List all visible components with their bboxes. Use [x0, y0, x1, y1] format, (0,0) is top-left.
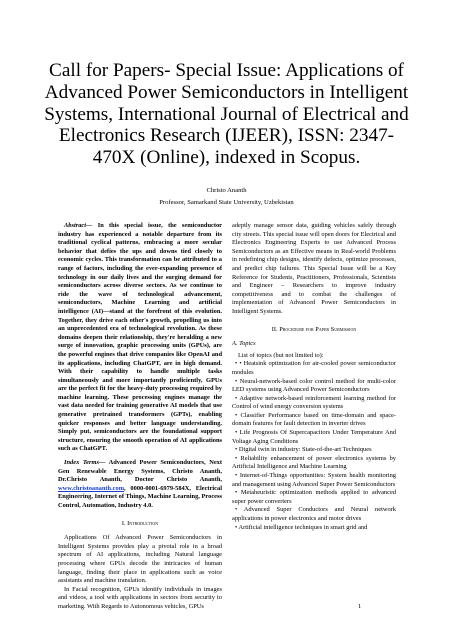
- section-number: I.: [121, 519, 128, 527]
- topic-item: • Internet-of-Things opportunities: System health monitoring and management using Advanced Super Power Semiconductors: [232, 472, 396, 488]
- topic-item: • Life Prognosis Of Supercapacitors Under Temperature And Voltage Aging Conditions: [232, 429, 396, 445]
- topic-item: • Classifier Performance based on time-domain and space-domain features for fault detection in inverter drives: [232, 411, 396, 428]
- abstract-text: In this special issue, the semiconductor industry has experienced a notable departure from its traditional cyclical patterns, embracing a more secular behavior that defies the ups and downs tied closely to economic cycles. This transformation can be attributed to a range of factors, including the ever-expanding presence of technology in our daily lives and the surging demand for semiconductors across diverse sectors. As we continue to ride the wave of technological advancement, semiconductors, Machine Learning and artificial intelligence (AI)—stand at the forefront of this evolution. Together, they drive each other's growth, propelling us into an unprecedented era of technological revolution. As these domains deepen their relationship, they're heralding a new surge of innovation, graphic processing units (GPUs), are the powerful engines that drive companies like OpenAI and its applications, including ChatGPT, are in high demand. With their capability to handle multiple tasks simultaneously and more importantly proficiently, GPUs are the perfect fit for the heavy-duty processing required by machine learning. These processing engines manage the vast data needed for training generative AI models that use generative pretrained transformers (GPTs), enabling quicker responses and better language understanding. Simply put, semiconductors are the foundational support structure, ensuring the smooth operation of AI applications such as ChatGPT.: [58, 222, 222, 453]
- intro-paragraph-1: Applications Of Advanced Power Semiconductors in Intelligent Systems provides play a pivotal role in a broad spectrum of AI applications, including Natural language processing where GPUs decode the intricacies of human language, finding their place in applications such as voice assistants and machine translation.: [58, 534, 222, 585]
- left-column: [58, 222, 222, 612]
- topic-item: • Artificial intelligence techniques in smart grid and: [235, 523, 368, 531]
- index-terms-text-1: — Advanced Power Semiconductors, Next Gen Renewable Energy Systems, Christo Ananth, Dr.Christo Ananth, Doctor Christo Ananth,: [58, 459, 222, 484]
- intro-paragraph-2: In Facial recognition, GPUs identify individuals in images and videos, a tool with applications in sectors from security to marketing. With Regards to Autonomous vehicles, GPUs: [58, 585, 222, 610]
- website-link[interactable]: www.christoananth.com: [58, 484, 125, 492]
- index-terms-label: Index Terms: [64, 459, 99, 467]
- topic-item: • Adaptive network-based reinforcement learning method for Control of wind energy conversion systems: [232, 394, 396, 411]
- subsection-topics: A. Topics: [232, 340, 256, 348]
- section-title: Introduction: [127, 519, 159, 527]
- topic-item: • Metaheuristic optimization methods applied to advanced super power converters: [232, 489, 396, 505]
- topic-item: • Reliability enhancement of power electronics systems by Artificial Intelligence and Machine Learning: [232, 454, 396, 471]
- topics-list: [232, 360, 396, 532]
- section-heading-introduction: [58, 520, 222, 529]
- abstract-label: Abstract—: [64, 222, 93, 229]
- index-terms: [58, 459, 222, 511]
- topic-item: • Digital twin in industry: State-of-the-art Techniques: [235, 446, 372, 454]
- topic-item: • • Heatsink optimization for air-cooled power semiconductor modules: [232, 360, 396, 376]
- topics-intro: List of topics (but not limited to):: [238, 351, 324, 359]
- page-number: 1: [358, 603, 362, 610]
- topic-item: • Neural-network-based color control method for multi-color LED systems using Advanced Power Semiconductors: [232, 377, 396, 394]
- section-title: Procedure for Paper Submission: [279, 325, 357, 333]
- index-terms-text-2: , 0000-0001-6979-584X, Electrical Engineering, Internet of Things, Machine Learning, Process Control, Automation, Industry 4.0.: [58, 484, 222, 509]
- author-name: Christo Ananth: [206, 187, 247, 194]
- section-heading-submission: [232, 326, 396, 335]
- intro-paragraph-2-continued: adeptly manage sensor data, guiding vehicles safely through city streets. This special issue will open doors for Electrical and Electronics Engineering Experts to use Advanced Process Semiconductors as an Effective means in Real-world Problems in redefining chip designs, identify defects, optimize processes, and predict chip failures. This Special Issue will be a Key Reference for Students, Practitioners, Professionals, Scientists and Engineer – Researchers to improve industry competitiveness and to combat the challenges of implementation of Advanced Power Semiconductors in Intelligent Systems.: [232, 222, 396, 315]
- paper-title: Call for Papers- Special Issue: Applications of Advanced Power Semiconductors in Intelligent Systems, International Journal of Electrical and Electronics Research (IJEER), ISSN: 2347-470X (Online), indexed in Scopus.: [44, 60, 409, 169]
- author-affiliation: Professor, Samarkand State University, Uzbekistan: [159, 199, 294, 206]
- right-column: [232, 222, 396, 532]
- topic-item: • Advanced Super Conductors and Neural network applications in power electronics and motor drives: [232, 506, 396, 522]
- abstract: [58, 222, 222, 454]
- section-number: II.: [271, 325, 280, 333]
